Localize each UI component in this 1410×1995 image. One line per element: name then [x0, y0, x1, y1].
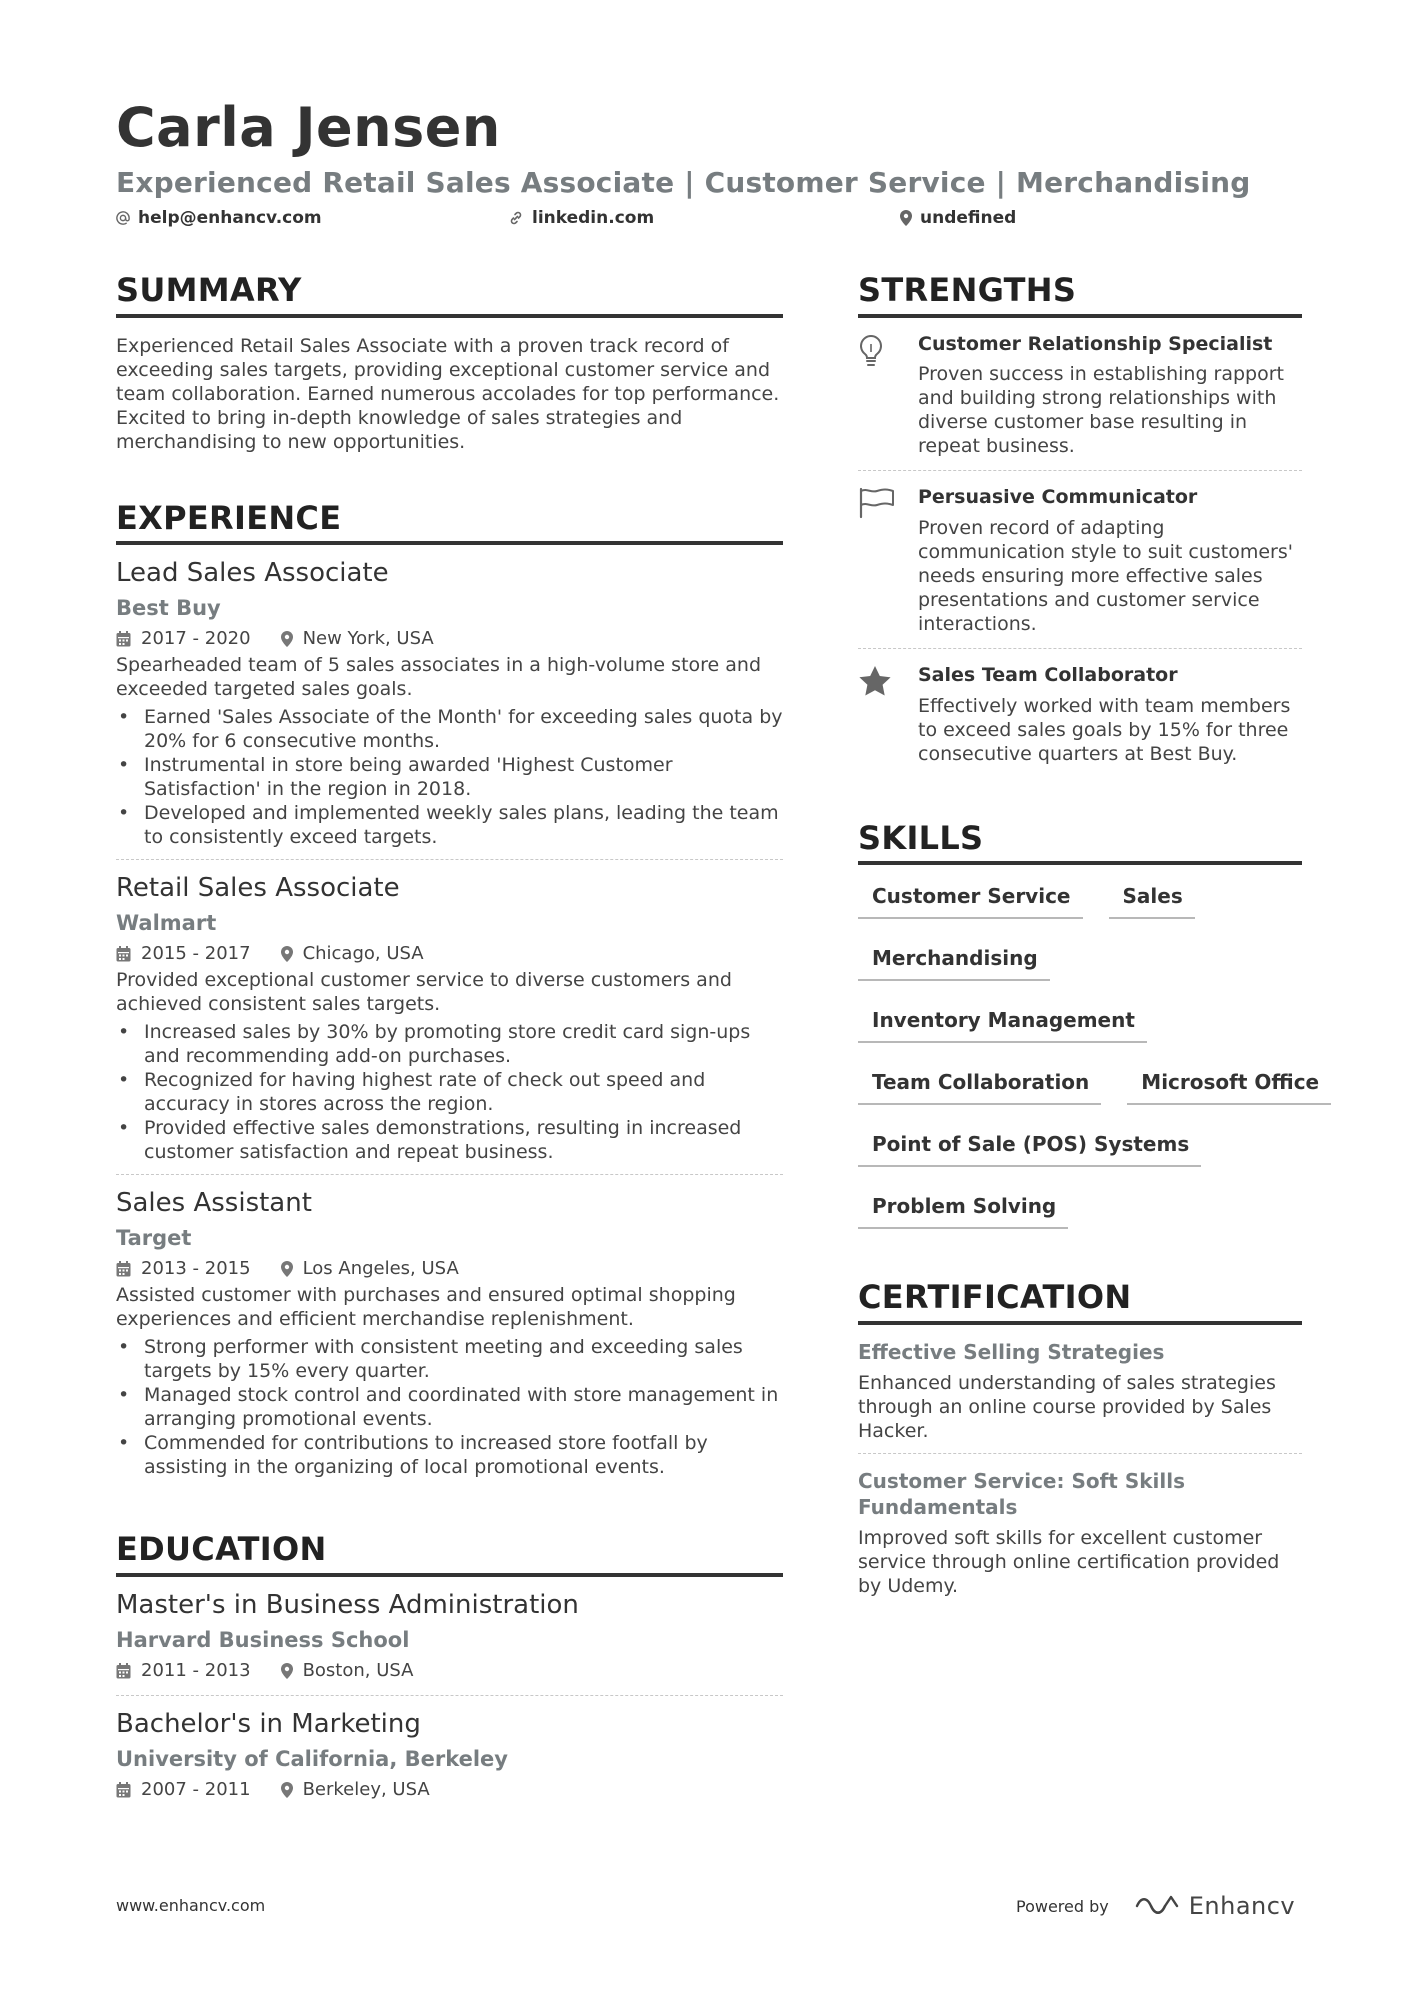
achievement-list	[116, 705, 783, 849]
right-column	[858, 270, 1320, 1652]
section-title-strengths: STRENGTHS	[858, 270, 1302, 318]
strength-title: Customer Relationship Specialist	[918, 332, 1273, 355]
calendar-icon	[116, 1663, 131, 1679]
strength-description: Effectively worked with team members to exceed sales goals by 15% for three consecutive quarters at Best Buy.	[918, 694, 1291, 765]
date-range	[116, 1779, 251, 1800]
location-text: Boston, USA	[302, 1660, 414, 1682]
job-meta	[116, 1258, 783, 1279]
company-name: Target	[116, 1226, 192, 1251]
location-pin-icon	[281, 631, 293, 647]
location-text: undefined	[920, 208, 1017, 228]
strength-description: Proven record of adapting communication style to suit customers' needs ensuring more effective sales presentations and customer service interactions.	[918, 516, 1293, 635]
achievement-list	[116, 1020, 783, 1164]
experience-entry	[116, 545, 783, 860]
company-name: Walmart	[116, 911, 217, 936]
at-icon	[116, 211, 130, 225]
date-text: 2015 - 2017	[141, 943, 251, 965]
achievement-item: • Earned 'Sales Associate of the Month' for exceeding sales quota by 20% for 6 consecutive months.	[116, 705, 783, 753]
section-title-experience: EXPERIENCE	[116, 498, 783, 546]
degree-title: Bachelor's in Marketing	[116, 1709, 421, 1740]
date-range	[116, 1660, 251, 1681]
section-title-summary: SUMMARY	[116, 270, 783, 318]
experience-section	[116, 498, 783, 1490]
achievement-list	[116, 1335, 783, 1479]
education-meta	[116, 1779, 783, 1800]
enhancv-logo-icon	[1135, 1895, 1181, 1917]
brand-name: Enhancv	[1188, 1892, 1296, 1920]
location-text: New York, USA	[302, 628, 434, 650]
education-entry	[116, 1577, 783, 1696]
contact-location	[900, 208, 1016, 228]
strength-body	[918, 485, 1302, 636]
job-title: Sales Assistant	[116, 1188, 312, 1219]
link-icon	[508, 210, 524, 226]
strength-description: Proven success in establishing rapport and building strong relationships with diverse customer base resulting in repeat business.	[918, 363, 1285, 458]
summary-text: Experienced Retail Sales Associate with a proven track record of exceeding sales targets, providing exceptional customer service and team collaboration. Earned numerous accolades for top performance. Excited to bring in-depth knowledge of sales strategies and merchandising to new opportunities.	[116, 334, 780, 453]
strength-body	[918, 663, 1302, 766]
strength-title: Sales Team Collaborator	[918, 663, 1178, 686]
skill-tag: Sales	[1109, 875, 1195, 919]
education-entry	[116, 1696, 783, 1814]
school-location	[281, 1779, 430, 1800]
powered-by	[1016, 1892, 1295, 1920]
section-title-skills: SKILLS	[858, 818, 1302, 866]
footer-url[interactable]: www.enhancv.com	[116, 1896, 266, 1915]
date-range	[116, 628, 251, 649]
location-pin-icon	[900, 210, 912, 226]
calendar-icon	[116, 1261, 131, 1277]
school-location	[281, 1660, 414, 1681]
achievement-item: • Managed stock control and coordinated with store management in arranging promotional events.	[116, 1383, 783, 1431]
job-title: Retail Sales Associate	[116, 873, 400, 904]
education-meta	[116, 1660, 783, 1681]
linkedin-text: linkedin.com	[532, 208, 655, 228]
location-text: Berkeley, USA	[302, 1779, 430, 1801]
date-text: 2011 - 2013	[141, 1660, 251, 1682]
email-text: help@enhancv.com	[138, 208, 322, 228]
section-title-certification: CERTIFICATION	[858, 1277, 1302, 1325]
flag-icon	[858, 485, 918, 636]
certification-title: Effective Selling Strategies	[858, 1339, 1165, 1364]
skill-tag: Problem Solving	[858, 1185, 1068, 1229]
location-pin-icon	[281, 1782, 293, 1798]
school-name: University of California, Berkeley	[116, 1746, 508, 1771]
left-column	[116, 270, 783, 1858]
strength-item	[858, 471, 1302, 649]
job-description: Spearheaded team of 5 sales associates in a high-volume store and exceeded targeted sales goals.	[116, 654, 762, 701]
degree-title: Master's in Business Administration	[116, 1590, 579, 1621]
headline: Experienced Retail Sales Associate | Customer Service | Merchandising	[116, 166, 1251, 199]
location-text: Chicago, USA	[302, 943, 424, 965]
achievement-item: • Commended for contributions to increased store footfall by assisting in the organizing of local promotional events.	[116, 1431, 783, 1479]
calendar-icon	[116, 631, 131, 647]
powered-by-label: Powered by	[1016, 1896, 1109, 1916]
job-location	[281, 943, 424, 964]
calendar-icon	[116, 1782, 131, 1798]
job-description: Assisted customer with purchases and ensured optimal shopping experiences and efficient merchandise replenishment.	[116, 1284, 736, 1331]
skill-tag: Team Collaboration	[858, 1061, 1101, 1105]
skills-section	[858, 818, 1320, 1248]
job-meta	[116, 628, 783, 649]
date-range	[116, 1258, 251, 1279]
section-title-education: EDUCATION	[116, 1529, 783, 1577]
skills-list	[858, 865, 1320, 1247]
company-name: Best Buy	[116, 595, 221, 620]
school-name: Harvard Business School	[116, 1627, 410, 1652]
location-text: Los Angeles, USA	[302, 1258, 459, 1280]
job-location	[281, 628, 434, 649]
job-title: Lead Sales Associate	[116, 558, 389, 589]
strength-title: Persuasive Communicator	[918, 486, 1198, 509]
date-text: 2007 - 2011	[141, 1779, 251, 1801]
location-pin-icon	[281, 946, 293, 962]
certification-title: Customer Service: Soft Skills Fundamentals	[858, 1468, 1186, 1519]
achievement-item: • Developed and implemented weekly sales plans, leading the team to consistently exceed targets.	[116, 801, 783, 849]
skill-tag: Point of Sale (POS) Systems	[858, 1123, 1201, 1167]
experience-entry	[116, 1175, 783, 1489]
skill-tag: Customer Service	[858, 875, 1083, 919]
enhancv-logo[interactable]	[1135, 1892, 1295, 1920]
date-range	[116, 943, 251, 964]
lightbulb-icon	[858, 332, 918, 459]
certification-item	[858, 1454, 1302, 1608]
strengths-section	[858, 270, 1302, 778]
achievement-item: • Recognized for having highest rate of check out speed and accuracy in stores across the region.	[116, 1068, 783, 1116]
achievement-item: • Strong performer with consistent meeting and exceeding sales targets by 15% every quarter.	[116, 1335, 783, 1383]
job-description: Provided exceptional customer service to diverse customers and achieved consistent sales targets.	[116, 969, 732, 1016]
contact-email[interactable]	[116, 208, 322, 228]
summary-section	[116, 270, 783, 454]
certification-description: Enhanced understanding of sales strategies through an online course provided by Sales Hacker.	[858, 1371, 1276, 1442]
job-location	[281, 1258, 459, 1279]
date-text: 2013 - 2015	[141, 1258, 251, 1280]
certification-section	[858, 1277, 1302, 1608]
skill-tag: Inventory Management	[858, 999, 1147, 1043]
date-text: 2017 - 2020	[141, 628, 251, 650]
achievement-item: • Increased sales by 30% by promoting store credit card sign-ups and recommending add-on purchases.	[116, 1020, 783, 1068]
certification-description: Improved soft skills for excellent customer service through online certification provided by Udemy.	[858, 1526, 1280, 1597]
skill-tag: Microsoft Office	[1127, 1061, 1331, 1105]
location-pin-icon	[281, 1663, 293, 1679]
candidate-name: Carla Jensen	[116, 96, 501, 159]
calendar-icon	[116, 946, 131, 962]
experience-entry	[116, 860, 783, 1175]
achievement-item: • Instrumental in store being awarded 'Highest Customer Satisfaction' in the region in 2018.	[116, 753, 783, 801]
star-icon	[858, 663, 918, 766]
job-meta	[116, 943, 783, 964]
strength-body	[918, 332, 1302, 459]
strength-item	[858, 649, 1302, 778]
contact-linkedin[interactable]	[508, 208, 654, 228]
skill-tag: Merchandising	[858, 937, 1050, 981]
education-section	[116, 1529, 783, 1814]
certification-item	[858, 1325, 1302, 1454]
location-pin-icon	[281, 1261, 293, 1277]
strength-item	[858, 318, 1302, 472]
achievement-item: • Provided effective sales demonstrations, resulting in increased customer satisfaction and repeat business.	[116, 1116, 783, 1164]
